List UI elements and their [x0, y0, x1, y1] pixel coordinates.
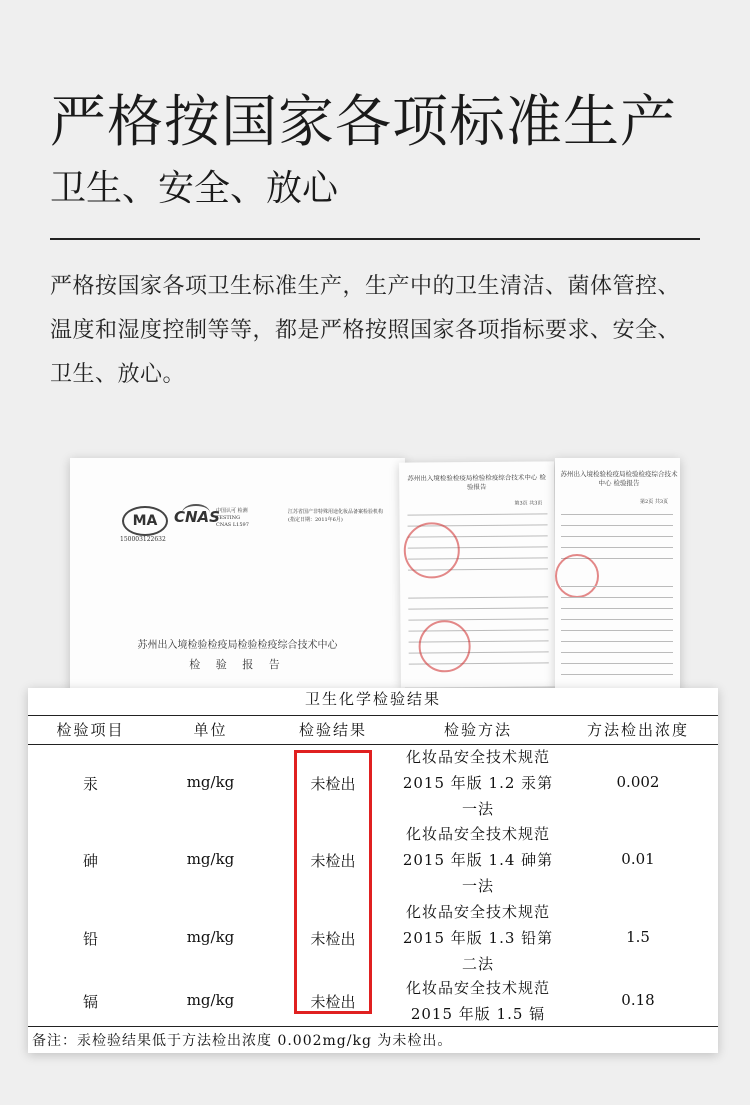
- red-seal-icon: [404, 522, 460, 578]
- row-item: 镉: [82, 993, 98, 1011]
- page-number: 第2页 共3页: [640, 499, 668, 505]
- headline: 严格按国家各项标准生产: [50, 90, 677, 155]
- subline: 卫生、安全、放心: [50, 168, 339, 209]
- row-limit: 0.002: [616, 773, 660, 791]
- cnas-logo: CNAS: [174, 508, 220, 526]
- row-unit: mg/kg: [186, 991, 235, 1009]
- report-cover-page: [70, 458, 405, 693]
- page-title: 苏州出入境检验检疫局检验检疫综合技术中心 检验报告: [407, 473, 546, 492]
- row-limit: 0.01: [621, 850, 655, 868]
- row-item: 铅: [82, 930, 98, 948]
- row-unit: mg/kg: [186, 773, 235, 791]
- test-results-table: [28, 688, 718, 1053]
- column-header-method: 检验方法: [443, 721, 512, 739]
- report-lines: [561, 586, 673, 685]
- column-header-item: 检验项目: [56, 721, 125, 739]
- row-item: 砷: [82, 852, 98, 870]
- row-limit: 0.18: [621, 991, 655, 1009]
- row-item: 汞: [82, 775, 98, 793]
- row-method: 化妆品安全技术规范 2015 年版 1.3 铅第二法: [402, 903, 554, 973]
- row-unit: mg/kg: [186, 928, 235, 946]
- report-page-3: [399, 461, 556, 687]
- column-header-limit: 方法检出浓度: [586, 721, 689, 739]
- report-page-2: [555, 458, 680, 693]
- table-caption: 卫生化学检验结果: [304, 690, 441, 708]
- cma-logo: MA: [122, 506, 168, 536]
- row-result: 未检出: [310, 930, 356, 948]
- row-limit: 1.5: [626, 928, 650, 946]
- row-method: 化妆品安全技术规范 2015 年版 1.5 镉: [405, 979, 550, 1023]
- intro-paragraph: 严格按国家各项卫生标准生产，生产中的卫生清洁、菌体管控、温度和湿度控制等等，都是严格按照国家各项指标要求、安全、卫生、放心。: [50, 274, 681, 387]
- page-title: 苏州出入境检验检疫局检验检疫综合技术中心 检验报告: [560, 470, 678, 487]
- row-method: 化妆品安全技术规范 2015 年版 1.2 汞第一法: [402, 748, 554, 818]
- row-result: 未检出: [310, 775, 356, 793]
- cnas-caption: 中国认可 检测 TESTING CNAS L1597: [216, 508, 249, 528]
- table-footnote: 备注：汞检验结果低于方法检出浓度 0.002mg/kg 为未检出。: [32, 1033, 453, 1049]
- row-method: 化妆品安全技术规范 2015 年版 1.4 砷第一法: [402, 825, 554, 895]
- table-top-rule: [28, 715, 718, 716]
- cover-organization: 苏州出入境检验检疫局检验检疫综合技术中心: [137, 640, 338, 651]
- red-seal-icon: [418, 620, 470, 672]
- divider: [50, 238, 700, 240]
- row-result: 未检出: [310, 993, 356, 1011]
- row-result: 未检出: [310, 852, 356, 870]
- result-highlight-box: [294, 750, 372, 1014]
- cma-number: 150003122632: [120, 536, 166, 543]
- column-header-result: 检验结果: [298, 721, 367, 739]
- cover-accreditation-note: 江苏省国产非特殊用途化妆品备案检验机构 (指定日期：2011年6月): [288, 509, 384, 523]
- table-bottom-rule: [28, 1026, 718, 1027]
- cover-title: 检 验 报 告: [189, 658, 286, 671]
- page-number: 第3页 共3页: [514, 500, 543, 507]
- table-header-rule: [28, 744, 718, 745]
- column-header-unit: 单位: [193, 721, 228, 739]
- row-unit: mg/kg: [186, 850, 235, 868]
